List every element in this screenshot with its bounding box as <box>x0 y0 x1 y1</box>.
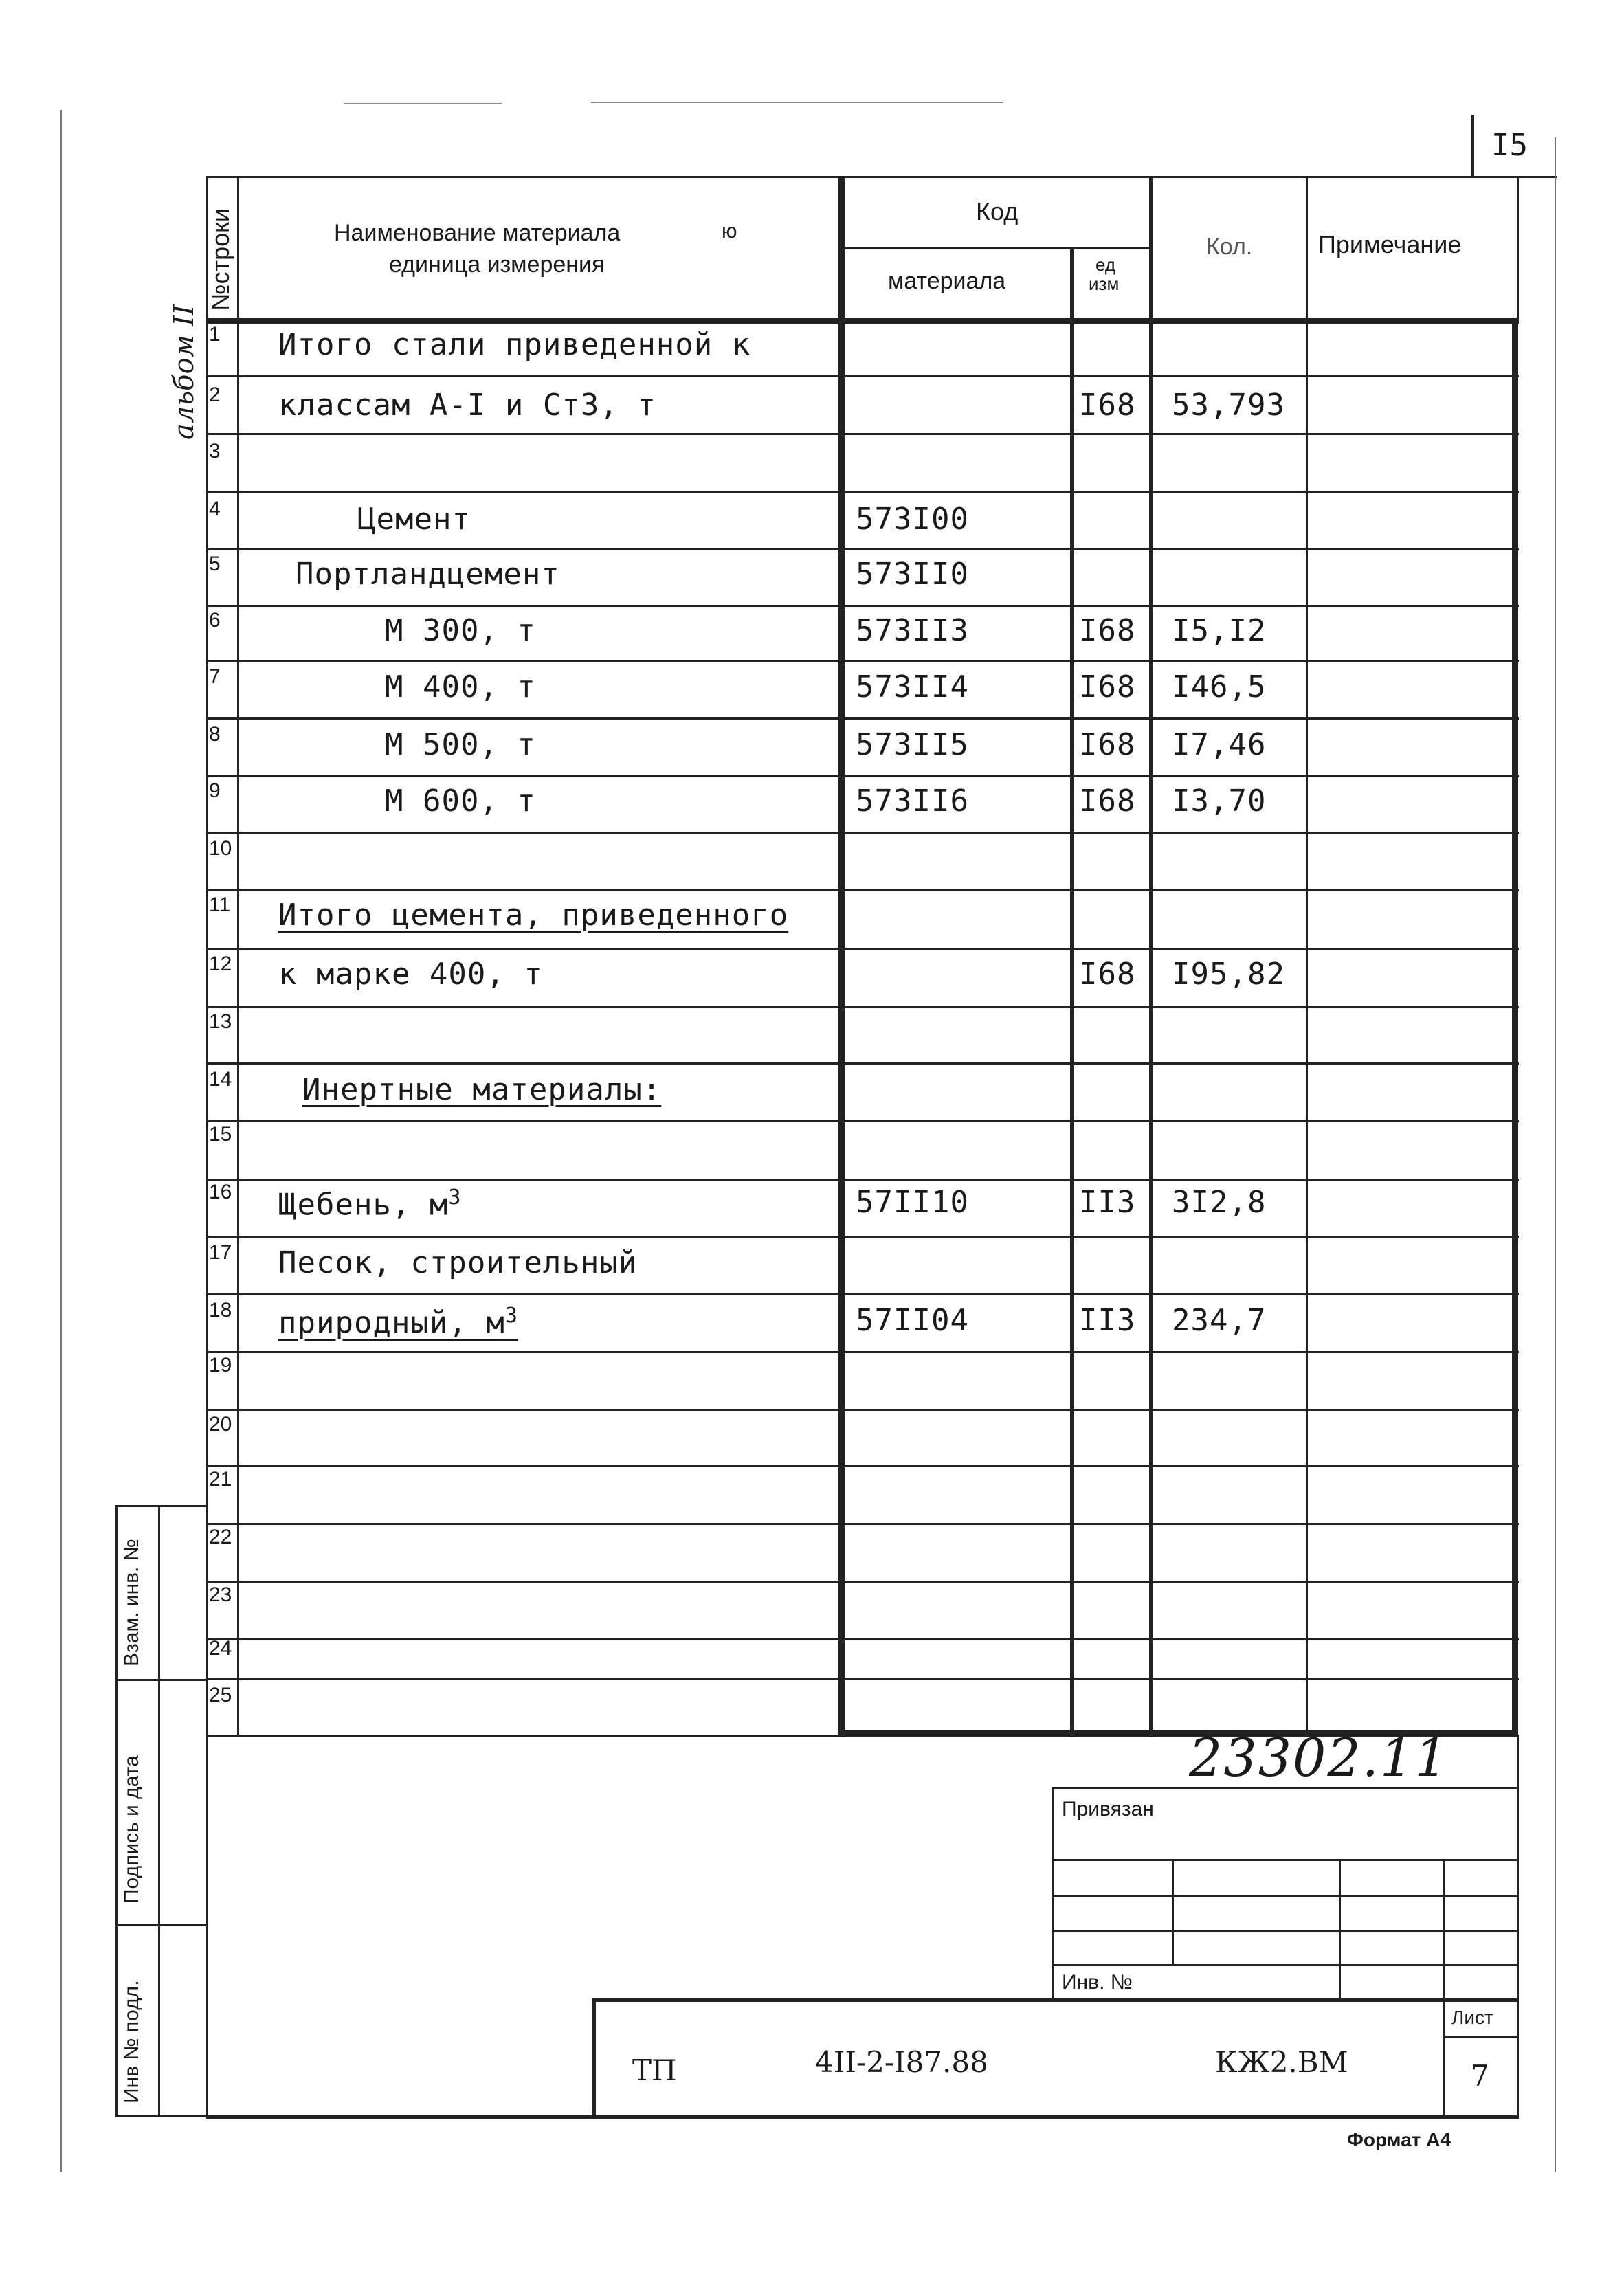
row-divider <box>206 948 1519 950</box>
code-subheader-line <box>842 247 1153 249</box>
page-number-divider <box>1471 115 1474 177</box>
tied-row-line4 <box>1052 1964 1519 1966</box>
row-divider <box>206 1062 1519 1065</box>
material-code: 573II0 <box>856 557 969 592</box>
row-divider <box>206 1638 1519 1640</box>
row-divider <box>206 1409 1519 1411</box>
doc-code: КЖ2.ВМ <box>1215 2045 1348 2079</box>
scan-mark <box>591 102 1003 103</box>
row-number: 4 <box>209 498 221 520</box>
row-divider <box>206 1006 1519 1008</box>
row-divider <box>206 1179 1519 1181</box>
quantity: I5,I2 <box>1172 613 1267 648</box>
sheet-box-left <box>1443 1998 1445 2117</box>
side-handwritten-note: альбом II <box>168 304 200 440</box>
row-divider <box>206 889 1519 891</box>
title-row-left <box>592 1998 596 2117</box>
material-code: 573II3 <box>856 613 969 648</box>
header-name-mark: ю <box>722 220 737 243</box>
row-divider <box>206 1351 1519 1353</box>
format-label: Формат А4 <box>1347 2129 1451 2150</box>
scan-mark <box>344 103 502 104</box>
material-name-text: М 600, т <box>385 783 536 818</box>
title-bottom-border <box>206 2115 1519 2119</box>
material-name-text: Песок, строительный <box>278 1245 638 1280</box>
header-qty: Кол. <box>1206 234 1253 260</box>
row-number: 16 <box>209 1181 232 1203</box>
row-number: 9 <box>209 779 221 802</box>
row-number: 14 <box>209 1068 232 1091</box>
vzam-inv-label: Взам. инв. № <box>120 1539 143 1667</box>
project-code: 4II-2-I87.88 <box>815 2045 988 2079</box>
row-divider <box>206 1120 1519 1122</box>
row-number: 23 <box>209 1583 232 1606</box>
row-number: 22 <box>209 1526 232 1548</box>
material-name <box>357 504 471 535</box>
quantity: I95,82 <box>1172 957 1285 992</box>
row-number: 6 <box>209 609 221 632</box>
material-name <box>278 1185 462 1223</box>
tied-col2 <box>1339 1859 1341 2000</box>
material-code: 57II04 <box>856 1303 969 1338</box>
row-number: 20 <box>209 1413 232 1436</box>
row-number: 17 <box>209 1241 232 1264</box>
page-number: I5 <box>1491 128 1528 163</box>
row-divider <box>206 1293 1519 1295</box>
material-name-text: природный, м <box>278 1305 505 1341</box>
tied-top-line <box>1052 1787 1519 1789</box>
header-name-line2: единица измерения <box>389 252 605 278</box>
header-right-border <box>1517 176 1519 318</box>
tied-label: Привязан <box>1062 1798 1154 1820</box>
material-name <box>278 959 543 990</box>
row-number: 19 <box>209 1354 232 1377</box>
row-number: 25 <box>209 1684 232 1706</box>
material-name-text: М 300, т <box>385 613 536 648</box>
material-code: 573II5 <box>856 727 969 762</box>
handwritten-doc-number: 23302.11 <box>1189 1727 1449 1788</box>
row-divider <box>206 491 1519 493</box>
left-stamp-sep2 <box>115 1924 206 1926</box>
quantity: 234,7 <box>1172 1303 1267 1338</box>
left-stamp-top <box>115 1505 206 1507</box>
row-divider <box>206 375 1519 377</box>
row-number: 1 <box>209 323 221 346</box>
material-name <box>385 783 536 818</box>
material-name-text: М 500, т <box>385 727 536 762</box>
header-code: Код <box>976 197 1019 225</box>
row-divider <box>206 433 1519 435</box>
table-bottom-left-line <box>206 1735 838 1737</box>
inv-podl-label: Инв № подл. <box>120 1980 143 2103</box>
row-number: 15 <box>209 1123 232 1146</box>
row-number: 24 <box>209 1637 232 1660</box>
title-left-border <box>206 1735 208 2117</box>
podpis-data-label: Подпись и дата <box>120 1755 143 1904</box>
material-name <box>278 1306 518 1339</box>
material-name-text: Итого стали приведенной к <box>278 327 751 362</box>
material-code: 573II4 <box>856 669 969 704</box>
row-number: 18 <box>209 1299 232 1322</box>
row-number: 7 <box>209 665 221 688</box>
tied-col3 <box>1443 1859 1445 2000</box>
header-bottom-line <box>206 318 1519 324</box>
header-note: Примечание <box>1318 230 1462 258</box>
row-number: 10 <box>209 837 232 860</box>
unit-code: I68 <box>1079 669 1136 704</box>
unit-code: I68 <box>1079 727 1136 762</box>
material-name-text: классам А-I и Ст3, т <box>278 388 656 423</box>
row-number: 11 <box>209 893 231 916</box>
unit-code: II3 <box>1079 1303 1136 1338</box>
unit-code: I68 <box>1079 957 1136 992</box>
row-divider <box>206 717 1519 720</box>
material-name-text: Инертные материалы: <box>302 1072 662 1107</box>
tied-row-line3 <box>1052 1930 1519 1932</box>
unit-code: II3 <box>1079 1185 1136 1220</box>
quantity: I7,46 <box>1172 727 1267 762</box>
row-number: 8 <box>209 723 221 746</box>
unit-code: I68 <box>1079 783 1136 818</box>
material-code: 573I00 <box>856 502 969 537</box>
sheet-box-sep <box>1443 2036 1519 2038</box>
material-name <box>302 1072 662 1107</box>
row-divider <box>206 548 1519 550</box>
title-row-top <box>592 1998 1519 2002</box>
row-divider <box>206 775 1519 777</box>
title-right-border <box>1517 1735 1519 2117</box>
material-name-text: к марке 400, т <box>278 957 543 992</box>
left-stamp-bottom <box>115 2115 206 2117</box>
row-divider <box>206 1581 1519 1583</box>
header-unit-1: ед <box>1095 254 1116 275</box>
left-stamp-outer <box>115 1505 118 2117</box>
material-name-text: Итого цемента, приведенного <box>278 898 789 933</box>
row-number: 21 <box>209 1468 232 1491</box>
row-divider <box>206 660 1519 662</box>
sheet-left-edge <box>60 110 62 2172</box>
tp-label: ТП <box>632 2053 677 2087</box>
material-name <box>278 327 751 362</box>
row-number: 5 <box>209 553 221 575</box>
material-unit-divider <box>1070 247 1074 1737</box>
material-name <box>278 390 656 421</box>
quantity: I46,5 <box>1172 669 1267 704</box>
qty-note-divider <box>1306 176 1308 1737</box>
name-code-divider <box>838 176 845 1737</box>
row-divider <box>206 1465 1519 1467</box>
material-name-text: Портландцемент <box>296 557 560 592</box>
quantity: I3,70 <box>1172 783 1267 818</box>
row-divider <box>206 1236 1519 1238</box>
material-name <box>278 900 788 931</box>
material-code: 573II6 <box>856 783 969 818</box>
header-name-line1: Наименование материала <box>334 220 621 246</box>
row-divider <box>206 1678 1519 1680</box>
inv-no-label: Инв. № <box>1062 1971 1133 1994</box>
row-divider <box>206 605 1519 607</box>
unit-code: I68 <box>1079 388 1136 423</box>
material-name <box>385 727 536 762</box>
material-name <box>296 559 560 590</box>
unit-qty-divider <box>1149 176 1153 1737</box>
tied-row-line2 <box>1052 1895 1519 1897</box>
unit-superscript: 3 <box>448 1185 462 1210</box>
header-unit-2: изм <box>1089 274 1120 294</box>
unit-superscript: 3 <box>504 1304 518 1328</box>
row-no-right-border <box>237 176 239 1737</box>
unit-code: I68 <box>1079 613 1136 648</box>
row-number: 2 <box>209 383 221 406</box>
sheet-label: Лист <box>1451 2007 1493 2028</box>
quantity: 3I2,8 <box>1172 1185 1267 1220</box>
header-code-material: материала <box>888 268 1006 294</box>
left-stamp-sep1 <box>115 1679 206 1681</box>
sheet-number: 7 <box>1471 2059 1489 2093</box>
sheet-right-edge <box>1555 137 1556 2172</box>
row-number: 3 <box>209 440 221 463</box>
material-name-text: Щебень, м <box>278 1187 449 1223</box>
row-number: 12 <box>209 953 232 975</box>
tied-row-line1 <box>1052 1859 1519 1861</box>
row-no-left-border <box>206 176 208 1737</box>
row-divider <box>206 832 1519 834</box>
row-number: 13 <box>209 1010 232 1033</box>
left-stamp-inner <box>158 1505 160 2117</box>
row-divider <box>206 1523 1519 1525</box>
material-code: 57II10 <box>856 1185 969 1220</box>
tied-left-line <box>1052 1787 1054 2000</box>
material-name <box>385 669 536 704</box>
material-name <box>278 1245 638 1280</box>
header-top-line <box>206 176 1517 178</box>
header-row-number: №строки <box>206 208 234 311</box>
quantity: 53,793 <box>1172 388 1285 423</box>
tied-col1 <box>1172 1859 1174 1964</box>
material-name-text: М 400, т <box>385 669 536 704</box>
material-name <box>385 613 536 648</box>
material-name-text: Цемент <box>357 502 471 537</box>
